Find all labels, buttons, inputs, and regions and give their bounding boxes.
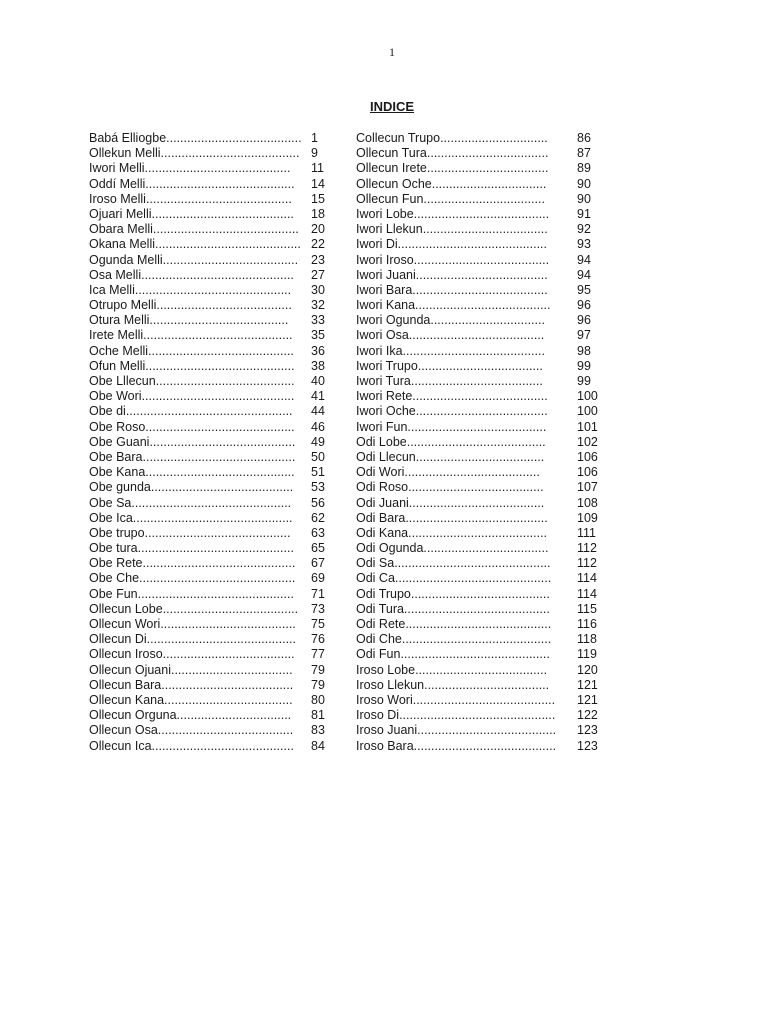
index-entry	[89, 435, 334, 450]
index-entry-title: Ollecun Di...........................................	[89, 632, 296, 647]
index-entry-page: 71	[311, 586, 325, 601]
index-entry-title: Ollecun Fun...................................	[356, 191, 545, 206]
index-entry	[356, 541, 611, 556]
index-entry	[356, 647, 611, 662]
index-entry-title: Obe Lllecun........................................	[89, 374, 295, 388]
index-entry	[356, 739, 611, 754]
index-entry	[356, 268, 611, 283]
index-entry-title: Oddí Melli...........................................	[89, 176, 295, 191]
index-entry-title: Ollecun Wori.......................................	[89, 617, 296, 631]
index-entry-title: Ollecun Ojuani...................................	[89, 662, 293, 677]
index-entry-page: 67	[311, 556, 325, 571]
index-entry-page: 83	[311, 723, 325, 738]
page-number: 1	[389, 45, 395, 59]
index-entry-title: Iwori Bara.......................................	[356, 282, 548, 297]
index-entry-page: 96	[577, 298, 591, 313]
index-entry-page: 115	[577, 601, 597, 616]
index-entry-page: 109	[577, 510, 598, 525]
index-entry	[356, 146, 611, 161]
index-entry-title: Iwori Osa.......................................	[356, 328, 545, 343]
index-entry-title: Obe Sa..............................................	[89, 495, 292, 510]
index-entry	[356, 404, 611, 419]
index-entry-title: Odi Bara.........................................	[356, 510, 548, 525]
index-entry-title: Ollecun Orguna.................................	[89, 708, 292, 723]
index-entry-title: Iroso Wori.........................................	[356, 692, 556, 707]
index-entry	[89, 313, 334, 328]
index-entry	[89, 404, 334, 419]
index-entry-page: 90	[577, 191, 591, 206]
index-entry-page: 51	[311, 465, 325, 480]
index-entry-title: Obe Rete............................................	[89, 556, 296, 571]
index-entry-page: 9	[311, 146, 318, 161]
index-entry	[89, 207, 334, 222]
index-entry-title: Obe Ica..............................................	[89, 510, 293, 525]
index-entry	[356, 328, 611, 343]
index-entry-title: Obe Bara............................................	[89, 449, 296, 464]
index-entry	[356, 344, 611, 359]
index-entry-page: 81	[311, 708, 325, 723]
index-entry-page: 18	[311, 206, 325, 221]
index-entry	[356, 480, 611, 495]
index-entry	[89, 480, 334, 495]
index-entry-title: Odi Lobe........................................	[356, 434, 546, 449]
index-entry-page: 22	[311, 237, 325, 252]
index-entry-page: 106	[577, 449, 598, 464]
index-entry-page: 46	[311, 419, 325, 434]
index-entry-title: Odi Ca.............................................	[356, 571, 552, 586]
index-entry	[89, 511, 334, 526]
index-entry-page: 35	[311, 328, 325, 343]
index-entry-title: Obe Kana...........................................	[89, 465, 295, 480]
index-entry-page: 121	[577, 677, 598, 692]
index-entry-title: Obe di................................................	[89, 404, 293, 419]
index-entry	[356, 571, 611, 586]
index-entry-page: 91	[577, 206, 591, 221]
index-entry-page: 114	[577, 586, 597, 601]
index-entry-title: Iroso Di.............................................	[356, 708, 556, 723]
index-entry-title: Odi Ogunda....................................	[356, 541, 549, 556]
index-entry-page: 99	[577, 374, 591, 388]
index-entry-title: Odi Tura..........................................	[356, 601, 550, 616]
index-entry-page: 108	[577, 495, 598, 510]
index-entry-page: 112	[577, 556, 597, 571]
index-entry	[356, 222, 611, 237]
index-entry-title: Odi Che...........................................	[356, 632, 552, 647]
index-entry	[89, 344, 334, 359]
index-entry-title: Ogunda Melli.......................................	[89, 252, 299, 267]
index-entry-title: Obe gunda.........................................	[89, 480, 294, 495]
index-entry-page: 30	[311, 282, 325, 297]
index-entry-title: Ollecun Lobe.......................................	[89, 601, 299, 616]
index-entry-page: 69	[311, 571, 325, 586]
index-entry-page: 62	[311, 510, 325, 525]
index-entry-title: Iroso Bara.........................................	[356, 738, 557, 753]
index-entry	[89, 647, 334, 662]
index-entry-title: Obe Guani..........................................	[89, 434, 296, 449]
index-entry-page: 92	[577, 222, 591, 237]
index-entry-page: 121	[577, 692, 598, 707]
index-entry-title: Okana Melli..........................................	[89, 237, 301, 252]
index-entry	[89, 663, 334, 678]
index-entry-page: 77	[311, 647, 325, 662]
index-entry-page: 100	[577, 404, 598, 419]
index-entry-page: 41	[311, 389, 325, 404]
index-entry-title: Ojuari Melli.........................................	[89, 206, 294, 221]
index-entry	[89, 450, 334, 465]
index-entry	[89, 678, 334, 693]
index-entry	[89, 465, 334, 480]
index-entry-page: 94	[577, 252, 591, 267]
index-entry-title: Iwori Oche......................................	[356, 404, 548, 419]
index-entry	[356, 723, 611, 738]
index-entry-title: Ollecun Iroso......................................	[89, 647, 295, 662]
index-entry-page: 122	[577, 708, 598, 723]
index-entry-title: Ollecun Osa.......................................	[89, 723, 294, 738]
index-entry-page: 95	[577, 282, 591, 297]
index-entry	[89, 420, 334, 435]
index-entry	[89, 131, 334, 146]
index-entry	[89, 161, 334, 176]
index-entry-page: 112	[577, 541, 597, 556]
index-entry-title: Iwori Ika.........................................	[356, 343, 545, 358]
index-entry	[356, 663, 611, 678]
index-entry	[356, 708, 611, 723]
index-entry	[356, 192, 611, 207]
index-entry-page: 56	[311, 495, 325, 510]
index-entry-title: Obe tura.............................................	[89, 541, 294, 556]
index-entry-title: Obe Che.............................................	[89, 571, 296, 586]
index-entry-page: 101	[577, 419, 598, 434]
index-entry-title: Odi Llecun.....................................	[356, 449, 545, 464]
index-entry-page: 44	[311, 404, 325, 419]
index-entry-page: 123	[577, 723, 598, 738]
index-entry-title: Obe Fun.............................................	[89, 586, 294, 601]
index-entry-page: 116	[577, 617, 597, 631]
index-entry-page: 49	[311, 434, 325, 449]
index-entry-title: Ollecun Irete...................................	[356, 161, 549, 176]
index-entry-title: Odi Roso.......................................	[356, 480, 544, 495]
index-entry	[356, 207, 611, 222]
index-entry	[356, 177, 611, 192]
index-entry-page: 76	[311, 632, 325, 647]
index-entry-title: Odi Trupo........................................	[356, 586, 550, 601]
index-entry	[356, 435, 611, 450]
index-entry-title: Iwori Rete.......................................	[356, 389, 548, 404]
index-entry-page: 89	[577, 161, 591, 176]
index-entry-title: Iwori Ogunda.................................	[356, 313, 545, 328]
index-entry-title: Iroso Melli..........................................	[89, 191, 292, 206]
index-entry	[356, 693, 611, 708]
index-entry-page: 118	[577, 632, 597, 647]
index-entry	[356, 237, 611, 252]
index-entry-title: Odi Fun...........................................	[356, 647, 550, 662]
index-entry-title: Osa Melli............................................	[89, 267, 294, 282]
index-entry	[89, 556, 334, 571]
index-entry-title: Ofun Melli...........................................	[89, 358, 295, 373]
index-entry-page: 90	[577, 176, 591, 191]
index-entry-page: 94	[577, 267, 591, 282]
index-entry	[89, 496, 334, 511]
index-entry	[356, 420, 611, 435]
index-entry-page: 86	[577, 131, 591, 145]
index-entry	[356, 313, 611, 328]
index-entry	[356, 617, 611, 632]
index-entry	[89, 571, 334, 586]
index-entry	[356, 359, 611, 374]
index-entry-page: 32	[311, 298, 325, 313]
index-entry	[89, 328, 334, 343]
index-entry-page: 87	[577, 146, 591, 161]
index-entry-title: Ollecun Ica.........................................	[89, 738, 294, 753]
index-entry-title: Otrupo Melli.......................................	[89, 298, 292, 313]
index-entry	[356, 283, 611, 298]
index-entry-page: 107	[577, 480, 598, 495]
index-entry-page: 75	[311, 617, 325, 631]
index-entry	[89, 526, 334, 541]
index-entry-title: Iwori Juani......................................	[356, 267, 548, 282]
index-entry-title: Iwori Kana.......................................	[356, 298, 551, 313]
index-entry-page: 79	[311, 677, 325, 692]
index-entry-title: Ollekun Melli........................................	[89, 146, 300, 161]
index-entry-title: Obe Roso...........................................	[89, 419, 295, 434]
index-entry-title: Ollecun Bara......................................	[89, 677, 294, 692]
index-entry	[89, 253, 334, 268]
index-entry	[89, 541, 334, 556]
index-entry-page: 80	[311, 692, 325, 707]
index-entry-page: 102	[577, 434, 598, 449]
index-entry-title: Iroso Lobe......................................	[356, 662, 548, 677]
index-entry-page: 14	[311, 176, 325, 191]
index-entry-title: Iwori Trupo....................................	[356, 358, 543, 373]
index-entry	[89, 389, 334, 404]
index-entry	[89, 587, 334, 602]
index-entry-title: Otura Melli........................................	[89, 313, 289, 328]
index-entry-title: Obe Wori............................................	[89, 389, 295, 404]
index-entry-page: 1	[311, 131, 318, 145]
index-entry-title: Iwori Iroso.......................................	[356, 252, 550, 267]
index-entry-title: Ollecun Kana.....................................	[89, 692, 293, 707]
index-entry-title: Odi Sa.............................................	[356, 556, 551, 571]
index-entry-title: Iwori Melli..........................................	[89, 161, 291, 176]
index-entry-page: 50	[311, 449, 325, 464]
index-entry-page: 114	[577, 571, 597, 586]
index-entry	[89, 192, 334, 207]
index-entry-page: 20	[311, 222, 325, 237]
index-entry-page: 15	[311, 191, 325, 206]
index-entry-page: 120	[577, 662, 598, 677]
index-entry-page: 98	[577, 343, 591, 358]
index-entry-page: 111	[577, 525, 597, 540]
index-entry	[89, 298, 334, 313]
index-entry-title: Odi Juani.......................................	[356, 495, 545, 510]
index-entry-title: Babá Elliogbe.......................................	[89, 131, 302, 145]
index-entry-page: 23	[311, 252, 325, 267]
index-entry-page: 84	[311, 738, 325, 753]
index-entry-title: Obara Melli..........................................	[89, 222, 299, 237]
index-entry-page: 106	[577, 465, 598, 480]
index-entry	[356, 450, 611, 465]
index-entry-page: 63	[311, 525, 325, 540]
index-entry	[356, 465, 611, 480]
index-entry-title: Iwori Di...........................................	[356, 237, 548, 252]
index-entry	[89, 632, 334, 647]
index-entry-page: 27	[311, 267, 325, 282]
index-entry	[356, 131, 611, 146]
index-entry	[356, 602, 611, 617]
index-entry-title: Iwori Lobe.......................................	[356, 206, 550, 221]
index-entry-page: 73	[311, 601, 325, 616]
index-entry	[89, 602, 334, 617]
index-entry-page: 40	[311, 374, 325, 388]
index-entry	[356, 496, 611, 511]
index-entry	[356, 632, 611, 647]
index-entry	[356, 526, 611, 541]
index-entry	[356, 556, 611, 571]
index-column-right	[356, 131, 611, 754]
index-entry-title: Iwori Llekun....................................	[356, 222, 548, 237]
index-entry-page: 79	[311, 662, 325, 677]
index-entry	[89, 146, 334, 161]
index-entry-title: Ica Melli.............................................	[89, 282, 292, 297]
index-entry-page: 99	[577, 358, 591, 373]
index-entry	[89, 177, 334, 192]
index-entry-page: 93	[577, 237, 591, 252]
index-entry	[89, 374, 334, 389]
index-entry	[89, 268, 334, 283]
index-entry	[89, 359, 334, 374]
index-entry	[356, 253, 611, 268]
index-entry-page: 96	[577, 313, 591, 328]
index-entry-title: Ollecun Oche.................................	[356, 176, 547, 191]
index-entry	[356, 587, 611, 602]
index-entry-title: Collecun Trupo...............................	[356, 131, 548, 145]
index-entry-title: Obe trupo..........................................	[89, 525, 291, 540]
index-entry	[89, 708, 334, 723]
index-entry-title: Iroso Llekun....................................	[356, 677, 550, 692]
index-entry	[89, 617, 334, 632]
index-entry	[356, 298, 611, 313]
index-entry-title: Oche Melli..........................................	[89, 343, 294, 358]
index-entry-page: 38	[311, 358, 325, 373]
index-column-left	[89, 131, 334, 754]
index-entry-title: Odi Wori.......................................	[356, 465, 540, 480]
index-entry-title: Ollecun Tura...................................	[356, 146, 549, 161]
index-entry	[356, 678, 611, 693]
index-entry-page: 119	[577, 647, 597, 662]
index-entry	[89, 222, 334, 237]
index-entry-page: 97	[577, 328, 591, 343]
index-entry-page: 65	[311, 541, 325, 556]
index-entry	[356, 389, 611, 404]
index-entry	[356, 511, 611, 526]
index-entry-page: 36	[311, 343, 325, 358]
index-entry	[356, 374, 611, 389]
index-entry-page: 123	[577, 738, 598, 753]
index-entry-title: Iwori Tura......................................	[356, 374, 543, 388]
index-title: INDICE	[369, 99, 415, 114]
index-entry-title: Iwori Fun........................................	[356, 419, 547, 434]
index-entry	[89, 723, 334, 738]
index-entry	[89, 283, 334, 298]
index-entry-title: Irete Melli...........................................	[89, 328, 293, 343]
index-entry	[356, 161, 611, 176]
index-entry-page: 11	[311, 161, 324, 176]
index-entry	[89, 237, 334, 252]
index-entry	[89, 693, 334, 708]
index-entry-title: Iroso Juani........................................	[356, 723, 557, 738]
index-entry-page: 53	[311, 480, 325, 495]
index-entry-page: 100	[577, 389, 598, 404]
index-entry-title: Odi Kana........................................	[356, 525, 548, 540]
index-entry	[89, 739, 334, 754]
index-entry-page: 33	[311, 313, 325, 328]
index-entry-title: Odi Rete..........................................	[356, 617, 552, 631]
